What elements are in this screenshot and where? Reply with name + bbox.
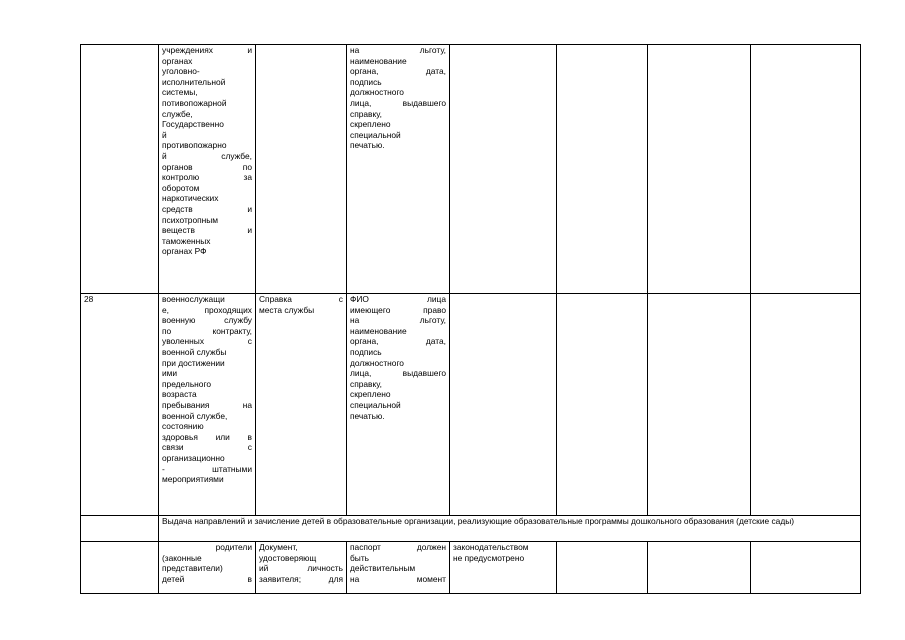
cell-empty — [648, 294, 751, 516]
cell-empty — [648, 45, 751, 294]
cell-text-line: предельного — [162, 378, 211, 389]
cell-text-line: законодательством — [453, 542, 529, 552]
cell-text-line: заявителя; для — [259, 573, 343, 584]
cell-text-line: средств и — [162, 203, 252, 214]
cell-text-line: лица, выдавшего — [350, 368, 446, 379]
cell-text-line: должностного — [350, 87, 404, 98]
cell-category — [159, 45, 256, 294]
cell-text-line: по контракту, — [162, 325, 252, 336]
cell-text-line: уволенных с — [162, 336, 252, 347]
cell-text-line: паспорт должен — [350, 542, 446, 552]
cell-text-line: органов по — [162, 161, 252, 172]
cell-text-line: состоянию — [162, 421, 204, 432]
cell-text-line: потивопожарной — [162, 97, 227, 108]
cell-text-line: специальной — [350, 399, 401, 410]
cell-text-line: скреплено — [350, 119, 391, 130]
cell-document — [256, 542, 347, 594]
cell-empty — [557, 45, 648, 294]
cell-text-line: действительным — [350, 563, 416, 574]
cell-text-line: печатью. — [350, 410, 385, 421]
cell-text-line: военной службе, — [162, 410, 228, 421]
cell-category — [159, 294, 256, 516]
cell-text-line: удостоверяющ — [259, 552, 317, 563]
cell-text-line: должностного — [350, 357, 404, 368]
cell-number — [81, 45, 159, 294]
cell-empty — [450, 45, 557, 294]
cell-text-line: детей в — [162, 573, 252, 584]
cell-document — [256, 45, 347, 294]
cell-text-line: подпись — [350, 346, 382, 357]
cell-text-line: органах — [162, 55, 193, 66]
cell-text-line: представители) — [162, 563, 223, 574]
cell-text-line: оборотом — [162, 182, 200, 193]
cell-text-line: связи с — [162, 442, 252, 453]
table-row — [81, 542, 861, 594]
cell-text-line: мероприятиями — [162, 474, 224, 485]
cell-text-line: й — [162, 129, 167, 140]
cell-empty — [751, 294, 861, 516]
cell-text-line: имеющего право — [350, 304, 446, 315]
cell-requirements — [347, 45, 450, 294]
cell-empty — [450, 294, 557, 516]
cell-text-line: Справка с — [259, 294, 343, 304]
cell-text-line: уголовно- — [162, 66, 200, 77]
cell-text-line: Государственно — [162, 119, 224, 130]
cell-text-line: пребывания на — [162, 399, 252, 410]
cell-document — [256, 294, 347, 516]
cell-text-line: психотропным — [162, 214, 219, 225]
section-row — [81, 516, 861, 542]
cell-text-line: веществ и — [162, 225, 252, 236]
cell-text-line: не предусмотрено — [453, 552, 525, 563]
cell-text-line: справку, — [350, 378, 382, 389]
cell-text-line: (законные — [162, 552, 202, 563]
cell-text-line: контролю за — [162, 172, 252, 183]
cell-text-line: Документ, — [259, 542, 298, 552]
cell-empty — [557, 542, 648, 594]
benefits-table — [80, 44, 861, 594]
cell-text-line: печатью. — [350, 140, 385, 151]
section-heading: Выдача направлений и зачисление детей в образовательные организации, реализующие образовательные программы дошкольного образования (детские сады) — [159, 516, 861, 542]
cell-text-line: родители — [215, 542, 252, 552]
cell-text-line: подпись — [350, 76, 382, 87]
cell-text-line: исполнительной — [162, 76, 226, 87]
cell-empty — [81, 542, 159, 594]
cell-text-line: наименование — [350, 325, 407, 336]
cell-text-line: органа, дата, — [350, 66, 446, 77]
cell-empty — [751, 542, 861, 594]
cell-text-line: системы, — [162, 87, 198, 98]
cell-requirements — [347, 542, 450, 594]
cell-text-line: возраста — [162, 389, 197, 400]
cell-text-line: наркотических — [162, 193, 219, 204]
cell-text-line: - штатными — [162, 463, 252, 474]
cell-empty — [648, 542, 751, 594]
table-row — [81, 45, 861, 294]
table-row — [81, 294, 861, 516]
cell-text-line: места службы — [259, 304, 315, 315]
cell-number: 28 — [81, 294, 159, 516]
cell-text-line: таможенных — [162, 235, 211, 246]
cell-text-line: организационно — [162, 452, 225, 463]
cell-text-line: е, проходящих — [162, 304, 252, 315]
cell-text-line: быть — [350, 552, 370, 563]
cell-text-line: военной службы — [162, 346, 227, 357]
cell-text-line: справку, — [350, 108, 382, 119]
cell-text-line: военнослужащи — [162, 294, 225, 304]
cell-text-line: специальной — [350, 129, 401, 140]
cell-empty — [81, 516, 159, 542]
cell-text-line: органах РФ — [162, 246, 207, 257]
cell-legal-basis — [450, 542, 557, 594]
cell-text-line: на момент — [350, 573, 446, 584]
cell-text-line: на льготу, — [350, 315, 446, 326]
cell-text-line: военную службу — [162, 315, 252, 326]
cell-text-line: наименование — [350, 55, 407, 66]
cell-text-line: службе, — [162, 108, 193, 119]
cell-text-line: здоровья или в — [162, 431, 252, 442]
cell-text-line: ий личность — [259, 563, 343, 574]
cell-text-line: противопожарно — [162, 140, 227, 151]
cell-text-line: лица, выдавшего — [350, 97, 446, 108]
cell-empty — [557, 294, 648, 516]
cell-text-line: ФИО лица — [350, 294, 446, 304]
cell-empty — [751, 45, 861, 294]
cell-text-line: скреплено — [350, 389, 391, 400]
cell-text-line: на льготу, — [350, 45, 446, 55]
cell-category — [159, 542, 256, 594]
cell-text-line: учреждениях и — [162, 45, 252, 55]
cell-text-line: органа, дата, — [350, 336, 446, 347]
cell-text-line: й службе, — [162, 150, 252, 161]
cell-text-line: при достижении — [162, 357, 225, 368]
cell-text-line: ими — [162, 368, 178, 379]
cell-requirements — [347, 294, 450, 516]
